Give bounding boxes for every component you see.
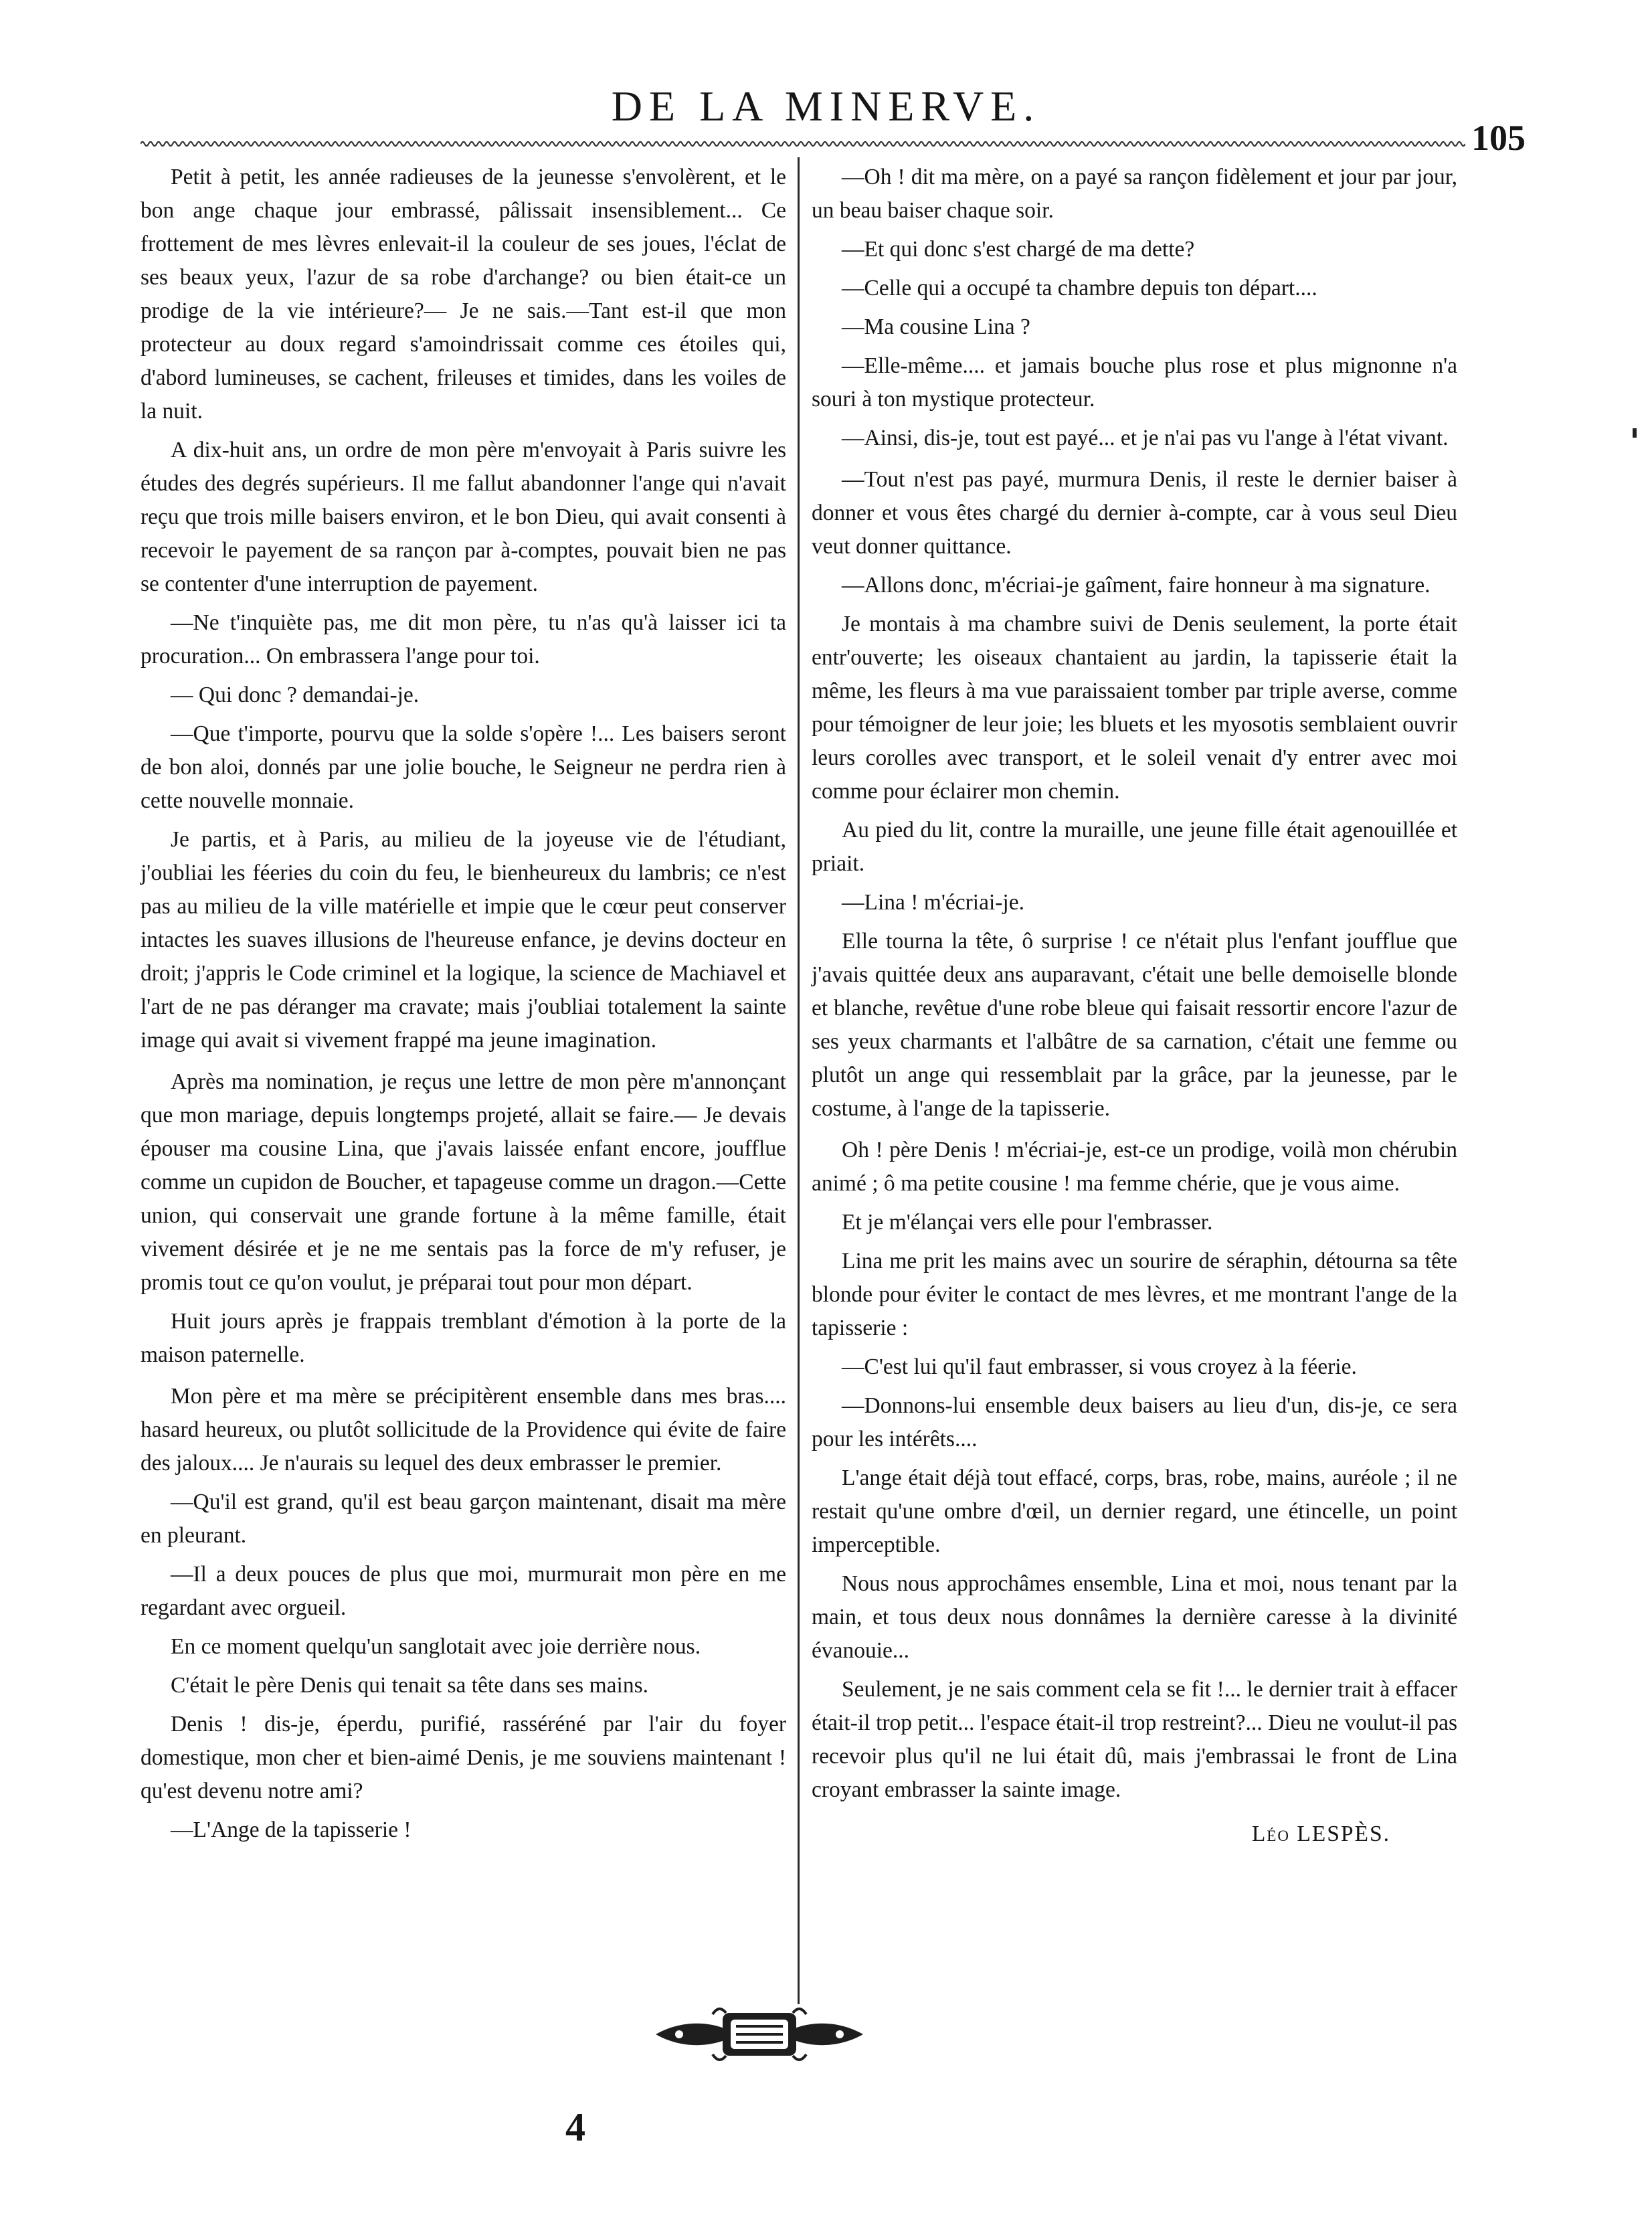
paragraph: Je partis, et à Paris, au milieu de la joyeuse vie de l'étudiant, j'oubliai les féeries du coin du feu, le bienheureux du lambris; ce n'est pas au milieu de la ville matérielle et impie que le cœur peut conserver intactes les suaves illusions de l'heureuse enfance, je devins docteur en droit; j'appris le Code criminel et la logique, la science de Machiavel et l'art de ne pas déranger ma cravate; mais j'oubliai totalement la sainte image qui avait si vivement frappé ma jeune imagination. [141, 827, 786, 1053]
paragraph: —Donnons-lui ensemble deux baisers au lieu d'un, dis-je, ce sera pour les intérêts.... [812, 1393, 1457, 1451]
paragraph: —Celle qui a occupé ta chambre depuis ton départ.... [842, 276, 1317, 300]
page-number: 105 [1471, 118, 1526, 158]
left-text-column [141, 161, 786, 1852]
paragraph: —Ne t'inquiète pas, me dit mon père, tu n'as qu'à laisser ici ta procuration... On embrassera l'ange pour toi. [141, 610, 786, 669]
paragraph: En ce moment quelqu'un sanglotait avec joie derrière nous. [171, 1634, 701, 1659]
paragraph: —Ma cousine Lina ? [842, 315, 1030, 339]
paragraph: Elle tourna la tête, ô surprise ! ce n'était plus l'enfant joufflue que j'avais quittée deux ans auparavant, c'était une belle demoiselle blonde et blanche, revêtue d'une robe bleue qui faisait ressortir encore l'azur de ses yeux charmants et l'albâtre de sa carnation, c'était une femme ou plutôt un ange qui ressemblait par la grâce, par la jeunesse, par le costume, à l'ange de la tapisserie. [812, 929, 1457, 1121]
paragraph: —Qu'il est grand, qu'il est beau garçon maintenant, disait ma mère en pleurant. [141, 1490, 786, 1548]
paragraph: —Lina ! m'écriai-je. [842, 890, 1024, 915]
right-text-column [812, 161, 1457, 1851]
paragraph: C'était le père Denis qui tenait sa tête dans ses mains. [171, 1673, 648, 1698]
paragraph: Seulement, je ne sais comment cela se fit !... le dernier trait à effacer était-il trop petit... l'espace était-il trop restreint?... Dieu ne voulut-il pas recevoir plus qu'il ne lui était dû, mais j'embrassai le front de Lina croyant embrasser la sainte image. [812, 1677, 1457, 1802]
ornament-tailpiece-icon [652, 2001, 866, 2068]
paragraph: Lina me prit les mains avec un sourire de séraphin, détourna sa tête blonde pour éviter le contact de mes lèvres, et me montrant l'ange de la tapisserie : [812, 1249, 1457, 1340]
paragraph: —L'Ange de la tapisserie ! [171, 1817, 411, 1842]
paragraph: Je montais à ma chambre suivi de Denis seulement, la porte était entr'ouverte; les oiseaux chantaient au jardin, la tapisserie était la même, les fleurs à ma vue paraissaient tomber par triple averse, comme pour témoigner de leur joie; les bluets et les myosotis semblaient ouvrir leurs corolles avec transport, et le soleil venait d'y entrer avec moi comme pour éclairer mon chemin. [812, 612, 1457, 804]
author-signature: Léo LESPÈS. [1251, 1822, 1390, 1846]
paragraph: Après ma nomination, je reçus une lettre de mon père m'annonçant que mon mariage, depuis longtemps projeté, allait se faire.— Je devais épouser ma cousine Lina, que j'avais laissée enfant encore, joufflue comme un cupidon de Boucher, et tapageuse comme un dragon.—Cette union, qui conservait une grande fortune à la même famille, était vivement désirée et je ne me sentais pas la force de m'y refuser, je promis tout ce qu'on voulut, je préparai tout pour mon départ. [141, 1069, 786, 1295]
paragraph: A dix-huit ans, un ordre de mon père m'envoyait à Paris suivre les études des degrés supérieurs. Il me fallut abandonner l'ange qui n'avait reçu que trois mille baisers environ, et le bon Dieu, qui avait consenti à recevoir le payement de sa rançon par à-comptes, pouvait bien ne pas se contenter d'une interruption de payement. [141, 438, 786, 596]
column-divider [798, 157, 800, 2004]
paragraph: —Oh ! dit ma mère, on a payé sa rançon fidèlement et jour par jour, un beau baiser chaque soir. [812, 165, 1457, 223]
paragraph: —Que t'importe, pourvu que la solde s'opère !... Les baisers seront de bon aloi, donnés par une jolie bouche, le Seigneur ne perdra rien à cette nouvelle monnaie. [141, 721, 786, 813]
paragraph: —Et qui donc s'est chargé de ma dette? [842, 237, 1195, 262]
paragraph: — Qui donc ? demandai-je. [171, 683, 420, 707]
paragraph: L'ange était déjà tout effacé, corps, bras, robe, mains, auréole ; il ne restait qu'une ombre d'œil, un dernier regard, une étincelle, un point imperceptible. [812, 1466, 1457, 1557]
paragraph: Denis ! dis-je, éperdu, purifié, rasséréné par l'air du foyer domestique, mon cher et bien-aimé Denis, je me souviens maintenant ! qu'est devenu notre ami? [141, 1712, 786, 1803]
paragraph: —Tout n'est pas payé, murmura Denis, il reste le dernier baiser à donner et vous êtes chargé du dernier à-compte, car à vous seul Dieu veut donner quittance. [812, 467, 1457, 559]
paragraph: Et je m'élançai vers elle pour l'embrasser. [842, 1210, 1213, 1235]
paragraph: —C'est lui qu'il faut embrasser, si vous croyez à la féerie. [842, 1354, 1357, 1379]
paragraph: —Elle-même.... et jamais bouche plus rose et plus mignonne n'a souri à ton mystique protecteur. [812, 353, 1457, 412]
print-speck [1633, 428, 1637, 438]
header-wavy-rule [141, 139, 1465, 149]
paragraph: —Ainsi, dis-je, tout est payé... et je n'ai pas vu l'ange à l'état vivant. [842, 426, 1449, 450]
running-head-title: DE LA MINERVE. [611, 82, 1041, 130]
paragraph: —Il a deux pouces de plus que moi, murmurait mon père en me regardant avec orgueil. [141, 1562, 786, 1620]
paragraph: Au pied du lit, contre la muraille, une jeune fille était agenouillée et priait. [812, 818, 1457, 876]
paragraph: Petit à petit, les année radieuses de la jeunesse s'envolèrent, et le bon ange chaque jour embrassé, pâlissait insensiblement... Ce frottement de mes lèvres enlevait-il la couleur de ses joues, l'éclat de ses beaux yeux, l'azur de sa robe d'archange? ou bien était-ce un prodige de la vie intérieure?— Je ne sais.—Tant est-il que mon protecteur au doux regard s'amoindrissait comme ces étoiles qui, d'abord lumineuses, se cachent, frileuses et timides, dans les voiles de la nuit. [141, 165, 786, 424]
paragraph: Oh ! père Denis ! m'écriai-je, est-ce un prodige, voilà mon chérubin animé ; ô ma petite cousine ! ma femme chérie, que je vous aime. [812, 1138, 1457, 1196]
paragraph: Huit jours après je frappais tremblant d'émotion à la porte de la maison paternelle. [141, 1309, 786, 1367]
paragraph: Nous nous approchâmes ensemble, Lina et moi, nous tenant par la main, et tous deux nous donnâmes la dernière caresse à la divinité évanouie... [812, 1571, 1457, 1663]
paragraph: —Allons donc, m'écriai-je gaîment, faire honneur à ma signature. [842, 573, 1431, 598]
paragraph: Mon père et ma mère se précipitèrent ensemble dans mes bras.... hasard heureux, ou plutôt sollicitude de la Providence qui évite de faire des jaloux.... Je n'aurais su lequel des deux embrasser le premier. [141, 1384, 786, 1476]
signature-mark: 4 [565, 2105, 585, 2149]
